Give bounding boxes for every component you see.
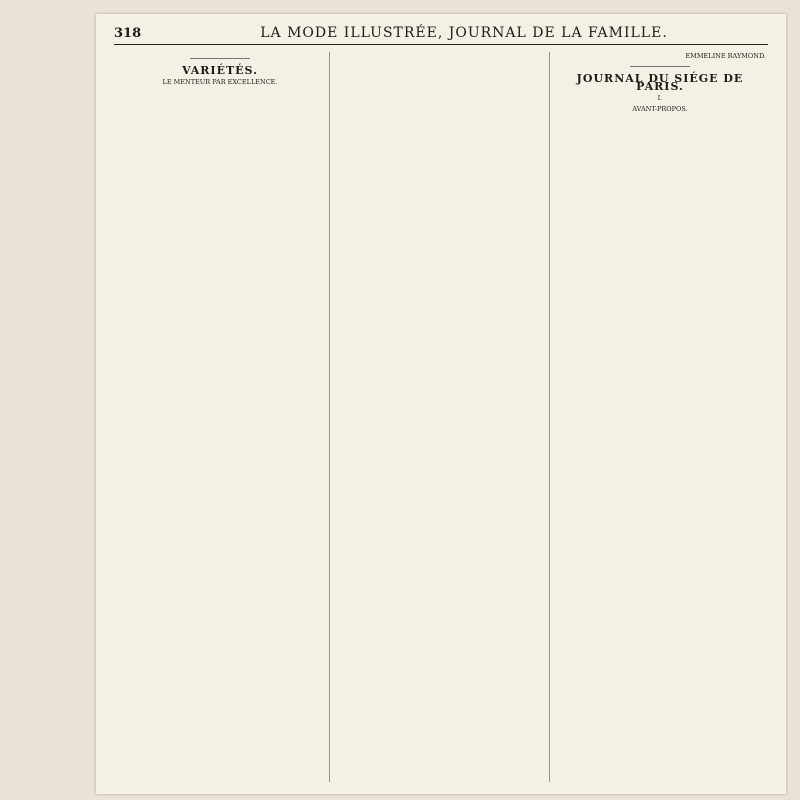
section-number: I. bbox=[657, 94, 663, 102]
page-header bbox=[114, 22, 768, 45]
page-number: 318 bbox=[114, 25, 142, 41]
column-rule bbox=[549, 52, 550, 782]
section-title-journal: JOURNAL DU SIÉGE DE PARIS. bbox=[576, 72, 744, 93]
column-rule bbox=[329, 52, 330, 782]
column-right bbox=[554, 52, 766, 782]
section-subtitle: AVANT-PROPOS. bbox=[632, 105, 688, 113]
newspaper-page bbox=[96, 14, 786, 794]
journal-title: LA MODE ILLUSTRÉE, JOURNAL DE LA FAMILLE. bbox=[260, 25, 668, 41]
section-subtitle: LE MENTEUR PAR EXCELLENCE. bbox=[162, 78, 278, 86]
signature: EMMELINE RAYMOND. bbox=[685, 52, 766, 60]
section-title-varietes: VARIÉTÉS. bbox=[182, 64, 258, 77]
column-middle bbox=[334, 52, 546, 782]
divider bbox=[190, 58, 250, 59]
column-left bbox=[114, 52, 326, 782]
divider bbox=[630, 66, 690, 67]
